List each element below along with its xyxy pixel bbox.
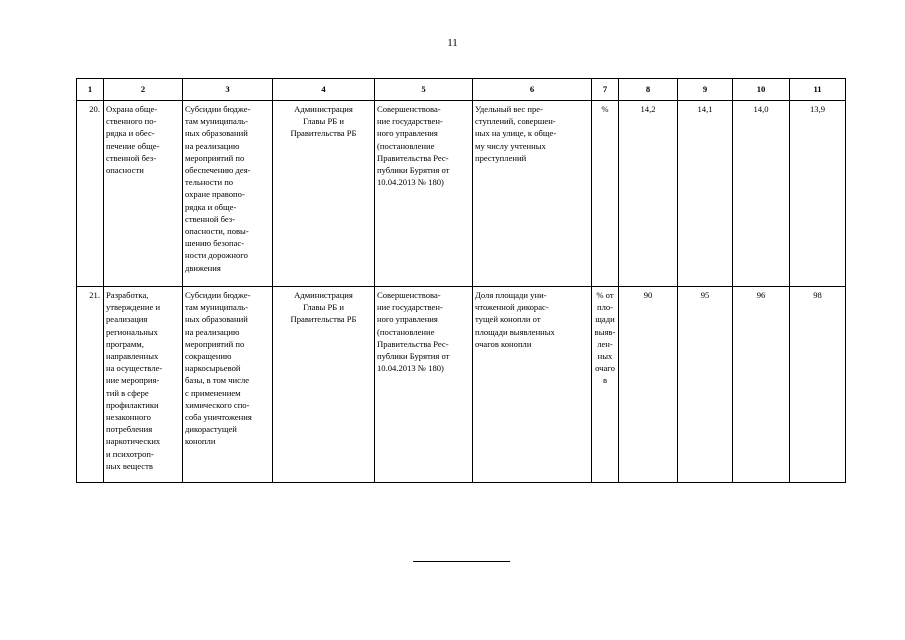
header-row (77, 79, 846, 101)
row-responsible: Администрация Главы РБ и Правительства РБ (273, 287, 375, 483)
row-value-9: 14,1 (678, 101, 733, 287)
row-value-9: 95 (678, 287, 733, 483)
row-goal: Совершенствова- ние государствен- ного управления (постановление Правительства Рес- публики Бурятия от 10.04.2013 № 180) (375, 287, 473, 483)
row-value-8: 90 (619, 287, 678, 483)
row-value-11: 13,9 (790, 101, 846, 287)
table-row (77, 287, 846, 483)
page-number: 11 (447, 37, 458, 49)
header-col-2: 2 (104, 79, 183, 101)
header-col-1: 1 (77, 79, 104, 101)
header-col-7: 7 (592, 79, 619, 101)
row-funding: Субсидии бюдже- там муниципаль- ных образований на реализацию мероприятий по сокращению наркосырьевой базы, в том числе с применением химического спо- соба уничтожения дикорастущей конопли (183, 287, 273, 483)
row-number: 20. (77, 101, 104, 287)
row-goal: Совершенствова- ние государствен- ного управления (постановление Правительства Рес- публики Бурятия от 10.04.2013 № 180) (375, 101, 473, 287)
header-col-6: 6 (473, 79, 592, 101)
header-col-3: 3 (183, 79, 273, 101)
table-row (77, 101, 846, 287)
row-indicator: Удельный вес пре- ступлений, совершен- ных на улице, к обще- му числу учтенных преступлений (473, 101, 592, 287)
row-name: Разработка, утверждение и реализация региональных программ, направленных на осуществле- ние мероприя- тий в сфере профилактики незаконного потребления наркотических и психотроп- ных веществ (104, 287, 183, 483)
row-number: 21. (77, 287, 104, 483)
row-unit: % от пло- щади выяв- лен- ных очагов (592, 287, 619, 483)
header-col-4: 4 (273, 79, 375, 101)
row-value-10: 96 (733, 287, 790, 483)
row-value-10: 14,0 (733, 101, 790, 287)
header-col-11: 11 (790, 79, 846, 101)
header-col-5: 5 (375, 79, 473, 101)
row-value-11: 98 (790, 287, 846, 483)
indicators-table (76, 78, 846, 483)
row-indicator: Доля площади уни- чтоженной дикорас- тущей конопли от площади выявленных очагов конопли (473, 287, 592, 483)
header-col-10: 10 (733, 79, 790, 101)
row-funding: Субсидии бюдже- там муниципаль- ных образований на реализацию мероприятий по обеспечению дея- тельности по охране правопо- рядка и обще- ственной без- опасности, повы- шению безопас- ности дорожного движения (183, 101, 273, 287)
header-col-8: 8 (619, 79, 678, 101)
header-col-9: 9 (678, 79, 733, 101)
row-unit: % (592, 101, 619, 287)
row-responsible: Администрация Главы РБ и Правительства РБ (273, 101, 375, 287)
row-name: Охрана обще- ственного по- рядка и обес- печение обще- ственной без- опасности (104, 101, 183, 287)
footnote-separator (413, 561, 510, 562)
row-value-8: 14,2 (619, 101, 678, 287)
